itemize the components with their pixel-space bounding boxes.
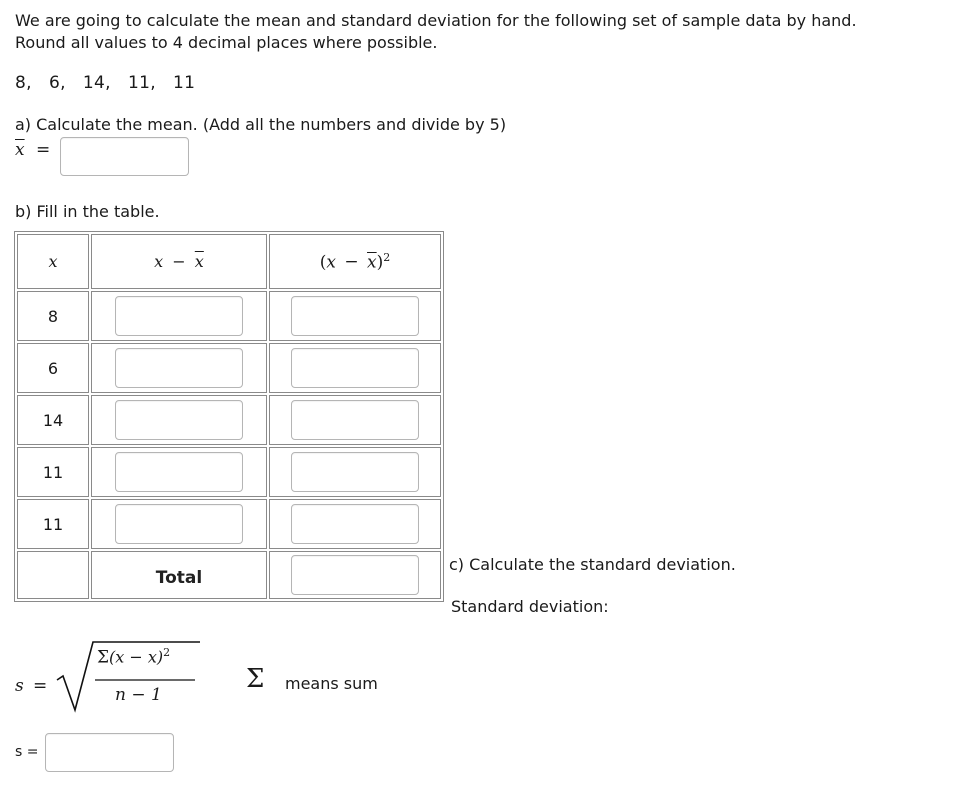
squared-input[interactable] [291, 296, 419, 336]
instructions-line-1: We are going to calculate the mean and standard deviation for the following set of sample data by hand. [15, 11, 857, 30]
squared-input[interactable] [291, 400, 419, 440]
instructions-line-2: Round all values to 4 decimal places where possible. [15, 33, 438, 52]
table-row-x: 8 [17, 291, 89, 341]
data-value: 8, [15, 73, 32, 93]
header-squared-deviation: $(x - \overline{x})^2$ [269, 234, 441, 289]
data-value: 11 [173, 73, 196, 93]
squared-input[interactable] [291, 348, 419, 388]
table-cell-deviation [91, 343, 267, 393]
deviation-input[interactable] [115, 296, 243, 336]
table-cell-deviation [91, 447, 267, 497]
header-x: x [17, 234, 89, 289]
table-cell-deviation [91, 499, 267, 549]
table-cell-deviation [91, 395, 267, 445]
header-deviation: $x - \overline{x}$ [91, 234, 267, 289]
part-a-label: a) Calculate the mean. (Add all the numbers and divide by 5) [15, 115, 507, 134]
table-cell-squared [269, 447, 441, 497]
data-value: 14, [82, 73, 111, 93]
mean-input[interactable] [60, 137, 189, 176]
table-row-x: 14 [17, 395, 89, 445]
table-total-label-cell [91, 551, 267, 599]
table-row-x: 6 [17, 343, 89, 393]
table-cell-squared [269, 499, 441, 549]
standard-deviation-label: Standard deviation: [451, 597, 609, 616]
equals-sign: = [36, 140, 51, 160]
table-cell-squared [269, 291, 441, 341]
table-total-empty-cell [17, 551, 89, 599]
xbar-var: $\overline{x}$ [15, 140, 25, 160]
formula-lhs: s [15, 676, 24, 696]
mean-symbol [15, 140, 50, 160]
s-input[interactable] [45, 733, 174, 772]
sample-data [15, 73, 195, 93]
table-total-value-cell [269, 551, 441, 599]
sigma-icon: Σ [246, 664, 265, 694]
table-cell-squared [269, 395, 441, 445]
squared-input[interactable] [291, 504, 419, 544]
deviation-input[interactable] [115, 504, 243, 544]
s-prompt-label: s = [15, 744, 39, 760]
total-label: Total [155, 568, 203, 588]
formula-denominator: n − 1 [115, 685, 162, 705]
deviation-input[interactable] [115, 452, 243, 492]
data-value: 6, [48, 73, 66, 93]
table-cell-squared [269, 343, 441, 393]
deviation-input[interactable] [115, 348, 243, 388]
means-sum-label: means sum [285, 674, 378, 693]
table-row-x: 11 [17, 499, 89, 549]
sd-formula [15, 636, 235, 716]
table-row-x: 11 [17, 447, 89, 497]
deviation-input[interactable] [115, 400, 243, 440]
formula-equals: = [33, 676, 48, 696]
instructions [15, 10, 955, 54]
sigma-icon: Σ [97, 647, 110, 668]
deviation-table [14, 231, 444, 602]
data-value: 11, [127, 73, 156, 93]
squared-input[interactable] [291, 452, 419, 492]
formula-numerator: $\Sigma(x - x)^2$ [97, 646, 171, 668]
part-b-label: b) Fill in the table. [15, 202, 160, 221]
total-input[interactable] [291, 555, 419, 595]
table-cell-deviation [91, 291, 267, 341]
part-c-label: c) Calculate the standard deviation. [449, 555, 736, 574]
